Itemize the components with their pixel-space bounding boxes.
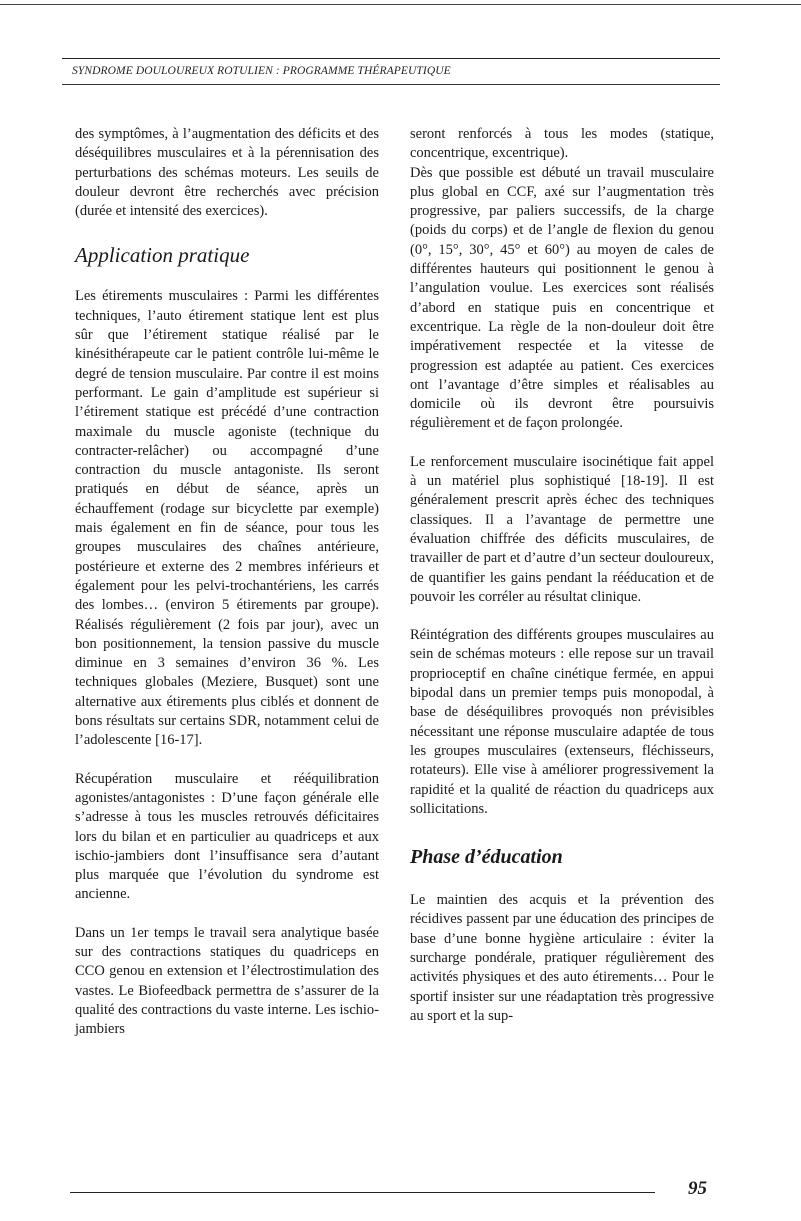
right-paragraph-3: Le renforcement musculaire isocinétique fait appel à un matériel plus sophistiqué [18-19]. Il est généralement prescrit après échec des techniques classiques. Il a l’avantage de permettre une évaluation chiffrée des déficits musculaires, de travailler de part et d’autre d’un secteur douloureux, de quantifier les gains pendant la rééducation et de pouvoir les corréler au résultat clinique.	[410, 453, 714, 605]
right-paragraph-4: Réintégration des différents groupes musculaires au sein de schémas moteurs : elle repose sur un travail proprioceptif en chaîne cinétique fermée, en appui bipodal dans un premier temps puis monopodal, à base de déséquilibres provoqués non prévisibles nécessitant une réponse musculaire adaptée de tous les groupes musculaires (extenseurs, fléchisseurs, rotateurs). Elle vise à améliorer progressivement la rapidité et la qualité de réaction du quadriceps aux sollicitations.	[410, 627, 714, 817]
running-header: SYNDROME DOULOUREUX ROTULIEN : PROGRAMME THÉRAPEUTIQUE	[72, 65, 451, 77]
right-paragraph-2: Dès que possible est débuté un travail musculaire plus global en CCF, axé sur l’augmentation très progressive, par paliers successifs, de la charge (poids du corps) et de l’angle de flexion du genou (0°, 15°, 30°, 45° et 60°) au moyen de cales de différentes hauteurs qui positionnent le genou à l’angulation voulue. Les exercices sont réalisés d’abord en statique puis en concentrique et excentrique. La règle de la non-douleur doit être impérativement respectée et la vitesse de progression est adaptée au patient. Ces exercices ont l’avantage d’être simples et réalisables au domicile où ils devront être poursuivis régulièrement et de façon prolongée.	[410, 164, 714, 432]
right-paragraph-5: Le maintien des acquis et la prévention des récidives passent par une éducation des principes de base d’une bonne hygiène articulaire : éviter la surcharge pondérale, pratiquer régulièrement des activités physiques et des auto étirements… Pour le sportif insister sur une réadaptation très progressive au sport et la sup-	[410, 892, 714, 1024]
left-paragraph-2: Les étirements musculaires : Parmi les différentes techniques, l’auto étirement statique lent est plus sûr que l’étirement statique réalisé par le kinésithérapeute car le patient contrôle lui-même le degré de tension musculaire. Par contre il est moins performant. Le gain d’amplitude est supérieur si l’étirement statique est précédé d’une contraction maximale du muscle agoniste (technique du contracter-relâcher) ou accompagné d’une contraction du muscle antagoniste. Ils seront pratiqués en début de séance, après un échauffement (rodage sur bicyclette par exemple) mais également en fin de séance, pour tous les groupes musculaires des chaînes antérieure, postérieure et externe des 2 membres inférieurs et également pour les pelvi-trochantériens, les carrés des lombes… (environ 5 étirements par groupe). Réalisés régulièrement (2 fois par jour), avec un bon positionnement, la tension passive du muscle diminue en 3 semaines d’environ 36 %. Les techniques globales (Meziere, Busquet) sont une alternative aux étirements plus ciblés et donnent de bons résultats sur certains SDR, notamment celui de l’adolescente [16-17].	[75, 288, 379, 749]
header-rule-bottom	[62, 84, 720, 85]
top-edge-rule	[0, 4, 801, 5]
right-paragraph-1: seront renforcés à tous les modes (statique, concentrique, excentrique).	[410, 126, 714, 162]
header-rule-top	[62, 58, 720, 59]
right-column	[410, 125, 714, 1026]
left-column	[75, 125, 379, 1039]
left-paragraph-1: des symptômes, à l’augmentation des déficits et des déséquilibres musculaires et à la pérennisation des perturbations des schémas moteurs. Les seuils de douleur devront être recherchés avec précision (durée et intensité des exercices).	[75, 126, 379, 220]
section-heading-application: Application pratique	[75, 243, 250, 268]
footer-rule	[70, 1192, 655, 1193]
left-paragraph-4: Dans un 1er temps le travail sera analytique basée sur des contractions statiques du quadriceps en CCO genou en extension et l’électrostimulation des vastes. Le Biofeedback permettra de s’assurer de la qualité des contractions du vaste interne. Les ischio-jambiers	[75, 924, 379, 1038]
section-heading-education: Phase d’éducation	[410, 846, 563, 869]
left-paragraph-3: Récupération musculaire et rééquilibration agonistes/antagonistes : D’une façon générale elle s’adresse à tous les muscles retrouvés déficitaires lors du bilan et en particulier au quadriceps et aux ischio-jambiers dont l’insuffisance sera d’autant plus marquée que l’évolution du syndrome est ancienne.	[75, 770, 379, 903]
page-number: 95	[688, 1178, 707, 1199]
